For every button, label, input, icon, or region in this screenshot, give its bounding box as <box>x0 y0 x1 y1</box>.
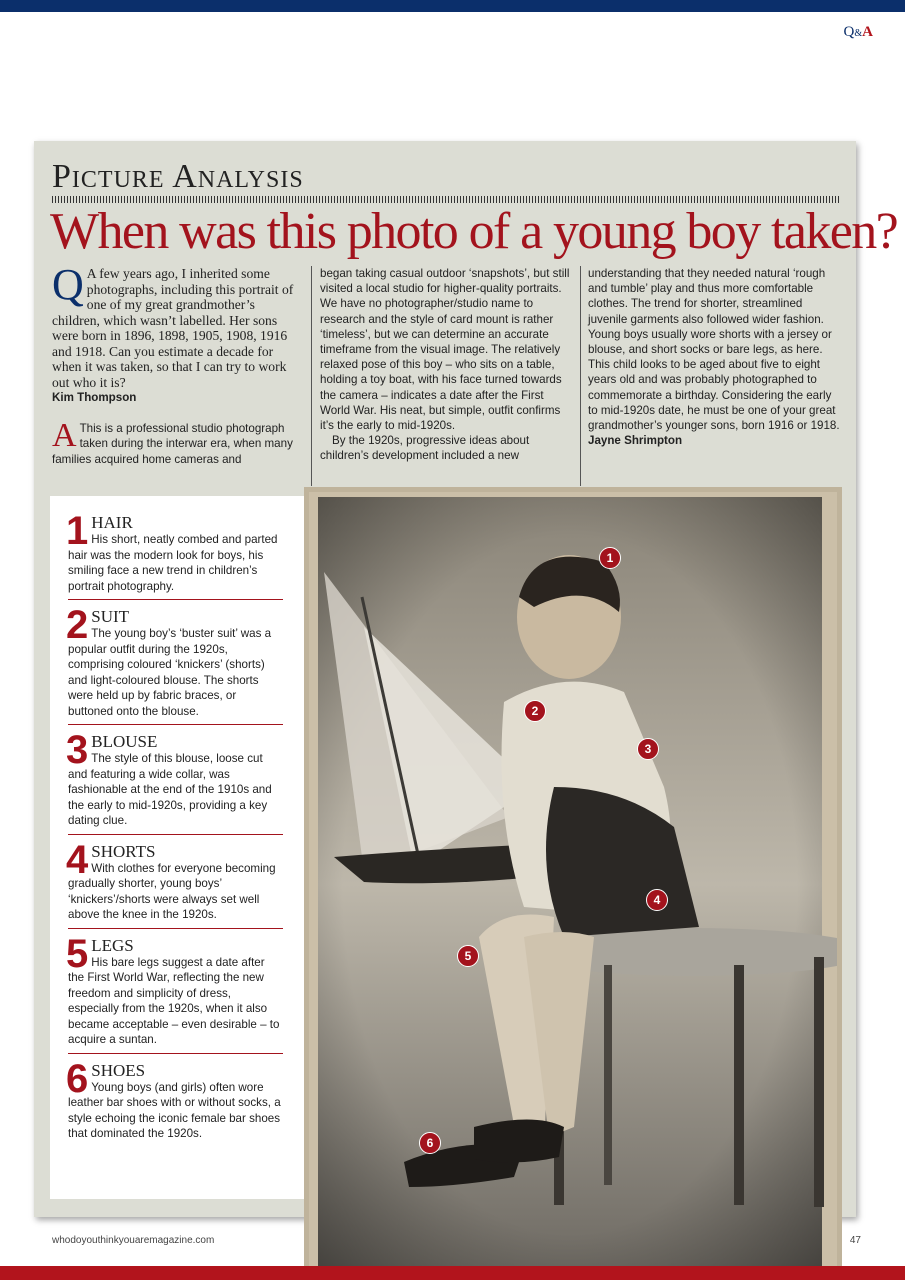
answer-text-col2: began taking casual outdoor ‘snapshots’, but still visited a local studio for higher-quality portraits. We have no photographer/studio name to research and the style of card mount is rather ‘timeless’, but we can determine an accurate timeframe from the visual image. The relatively relaxed pose of this boy – who sits on a table, holding a toy boat, with his face turned towards the camera – indicates a date after the First World War. His neat, but simple, outfit confirms it’s the early to mid-1920s. <box>320 267 570 433</box>
text-column-2 <box>320 266 572 464</box>
answer-text-col2-para2: By the 1920s, progressive ideas about children’s development included a new <box>320 434 530 463</box>
item-number: 3 <box>66 728 89 772</box>
logo-q: Q <box>843 24 855 40</box>
column-divider <box>580 266 581 486</box>
analysis-item-blouse <box>66 728 283 835</box>
answer-paragraph <box>52 417 304 467</box>
item-text: His short, neatly combed and parted hair was the modern look for boys, his smiling face a new trend in children’s portrait photography. <box>68 533 278 593</box>
answer-text-col3: understanding that they needed natural ‘rough and tumble’ play and thus more comfortable clothes. The trend for shorter, streamlined juvenile garments also followed wider fashion. Young boys usually wore shorts with a jersey or blouse, and short socks or bare legs, as here. This child looks to be aged about five to eight years old and was probably photographed to commemorate a birthday. Considering the early to mid-1920s date, he must be one of your great grandmother’s younger sons, born 1916 or 1918. <box>588 267 840 433</box>
question-text: A few years ago, I inherited some photographs, including this portrait of one of my great grandmother’s children, which wasn’t labelled. Her sons were born in 1896, 1898, 1905, 1908, 1916 and 1918. Can you estimate a decade for when it was taken, so that I can try to work out who it is? <box>52 266 294 390</box>
analysis-item-suit <box>66 603 283 725</box>
analysis-item-shorts <box>66 837 283 929</box>
photo-marker-6: 6 <box>419 1132 441 1154</box>
headline: When was this photo of a young boy taken? <box>50 203 898 260</box>
vintage-photograph <box>304 487 842 1280</box>
item-text: With clothes for everyone becoming gradually shorter, young boys’ ‘knickers’/shorts were always set well above the knee in the 1920s. <box>68 861 276 921</box>
item-text: The style of this blouse, loose cut and featuring a wide collar, was fashionable at the end of the 1910s and the early to mid-1920s, providing a key dating clue. <box>68 752 272 827</box>
item-title: SHORTS <box>91 841 156 861</box>
answer-author: Jayne Shrimpton <box>588 434 683 448</box>
question-author: Kim Thompson <box>52 391 137 404</box>
photo-marker-5: 5 <box>457 945 479 967</box>
item-number: 4 <box>66 837 89 882</box>
item-title: SUIT <box>91 607 130 626</box>
photo-illustration <box>304 487 842 1280</box>
text-column-3 <box>588 266 840 448</box>
text-column-1 <box>52 260 304 467</box>
section-logo <box>844 24 873 41</box>
logo-a: A <box>862 24 873 40</box>
item-title: LEGS <box>91 935 134 955</box>
item-number: 5 <box>66 931 89 976</box>
photo-marker-4: 4 <box>646 889 668 911</box>
answer-text-col1: This is a professional studio photograph taken during the interwar era, when many families acquired home cameras and <box>52 422 293 466</box>
item-number: 6 <box>66 1056 89 1101</box>
item-number: 2 <box>66 603 89 647</box>
item-number: 1 <box>66 509 89 553</box>
analysis-item-legs <box>66 931 283 1054</box>
analysis-item-hair <box>66 509 283 600</box>
item-text: Young boys (and girls) often wore leather bar shoes with or without socks, a style echoing the iconic female bar shoes that dominated the 1920s. <box>68 1080 281 1140</box>
column-divider <box>311 266 312 486</box>
analysis-item-shoes <box>66 1056 283 1147</box>
item-title: HAIR <box>91 513 133 532</box>
section-title: Picture Analysis <box>52 158 304 195</box>
photo-marker-2: 2 <box>524 700 546 722</box>
item-text: The young boy’s ‘buster suit’ was a popular outfit during the 1920s, comprising coloured ‘knickers’ (shorts) and light-coloured blouse. The shorts were held up by fabric braces, or buttoned onto the blouse. <box>68 627 272 718</box>
question-paragraph <box>52 260 304 390</box>
photo-marker-1: 1 <box>599 547 621 569</box>
bottom-color-bar <box>0 1266 905 1280</box>
item-title: BLOUSE <box>91 732 158 751</box>
analysis-list <box>66 509 283 1155</box>
logo-amp: & <box>854 28 863 39</box>
item-text: His bare legs suggest a date after the First World War, reflecting the new freedom and simplicity of dress, especially from the 1920s, when it also became acceptable – even desirable – to acquire a suntan. <box>68 955 280 1046</box>
question-dropcap: Q <box>52 260 84 309</box>
item-title: SHOES <box>91 1060 146 1080</box>
footer-url: whodoyouthinkyouaremagazine.com <box>52 1235 215 1246</box>
answer-dropcap: A <box>52 417 77 455</box>
top-color-bar <box>0 0 905 12</box>
photo-marker-3: 3 <box>637 738 659 760</box>
page-number: 47 <box>849 1235 861 1246</box>
